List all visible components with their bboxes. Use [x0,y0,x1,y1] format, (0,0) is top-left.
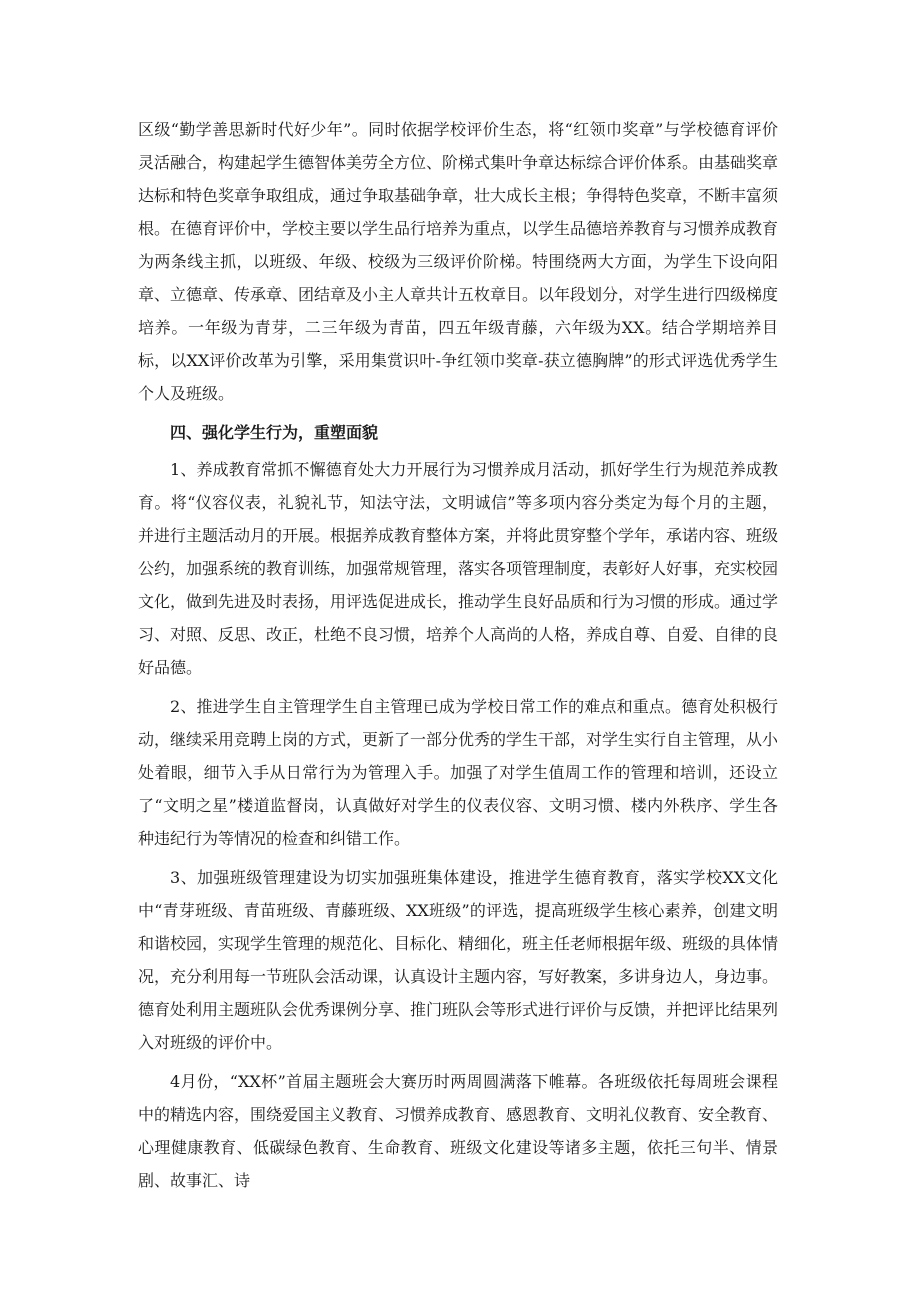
document-body [138,113,778,1203]
continuation-paragraph: 区级“勤学善思新时代好少年”。同时依据学校评价生态，将“红领巾奖章”与学校德育评价灵活融合，构建起学生德智体美劳全方位、阶梯式集叶争章达标综合评价体系。由基础奖章达标和特色奖章争取组成，通过争取基础争章，壮大成长主根；争得特色奖章，不断丰富须根。在德育评价中，学校主要以学生品行培养为重点，以学生品德培养教育与习惯养成教育为两条线主抓，以班级、年级、校级为三级评价阶梯。特围绕两大方面，为学生下设向阳章、立德章、传承章、团结章及小主人章共计五枚章目。以年段划分，对学生进行四级梯度培养。一年级为青芽，二三年级为青苗，四五年级青藤，六年级为XX。结合学期培养目标，以XX评价改革为引擎，采用集赏识叶-争红领巾奖章-获立德胸牌”的形式评选优秀学生个人及班级。 [138,120,779,403]
section-heading: 四、强化学生行为，重塑面貌 [170,423,379,442]
paragraph-class-meeting-contest: 4月份，“XX杯”首届主题班会大赛历时两周圆满落下帷幕。各班级依托每周班会课程中的精选内容，围绕爱国主义教育、习惯养成教育、感恩教育、文明礼仪教育、安全教育、心理健康教育、低碳绿色教育、生命教育、班级文化建设等诸多主题，依托三句半、情景剧、故事汇、诗 [138,1072,779,1190]
paragraph-class-management: 3、加强班级管理建设为切实加强班集体建设，推进学生德育教育，落实学校XX文化中“青芽班级、青苗班级、青藤班级、XX班级”的评选，提高班级学生核心素养，创建文明和谐校园，实现学生管理的规范化、目标化、精细化，班主任老师根据年级、班级的具体情况，充分利用每一节班队会活动课，认真设计主题内容，写好教案，多讲身边人，身边事。德育处利用主题班队会优秀课例分享、推门班队会等形式进行评价与反馈，并把评比结果列入对班级的评价中。 [138,868,779,1052]
paragraph-habit-education: 1、养成教育常抓不懈德育处大力开展行为习惯养成月活动，抓好学生行为规范养成教育。将“仪容仪表，礼貌礼节，知法守法，文明诚信”等多项内容分类定为每个月的主题，并进行主题活动月的开展。根据养成教育整体方案，并将此贯穿整个学年，承诺内容、班级公约，加强系统的教育训练，加强常规管理，落实各项管理制度，表彰好人好事，充实校园文化，做到先进及时表扬，用评选促进成长，推动学生良好品质和行为习惯的形成。通过学习、对照、反思、改正，杜绝不良习惯，培养个人高尚的人格，养成自尊、自爱、自律的良好品德。 [138,460,779,677]
paragraph-self-management: 2、推进学生自主管理学生自主管理已成为学校日常工作的难点和重点。德育处积极行动，继续采用竞聘上岗的方式，更新了一部分优秀的学生干部，对学生实行自主管理，从小处着眼，细节入手从日常行为为管理入手。加强了对学生值周工作的管理和培训，还设立了“文明之星”楼道监督岗，认真做好对学生的仪表仪容、文明习惯、楼内外秩序、学生各种违纪行为等情况的检查和纠错工作。 [138,697,779,848]
